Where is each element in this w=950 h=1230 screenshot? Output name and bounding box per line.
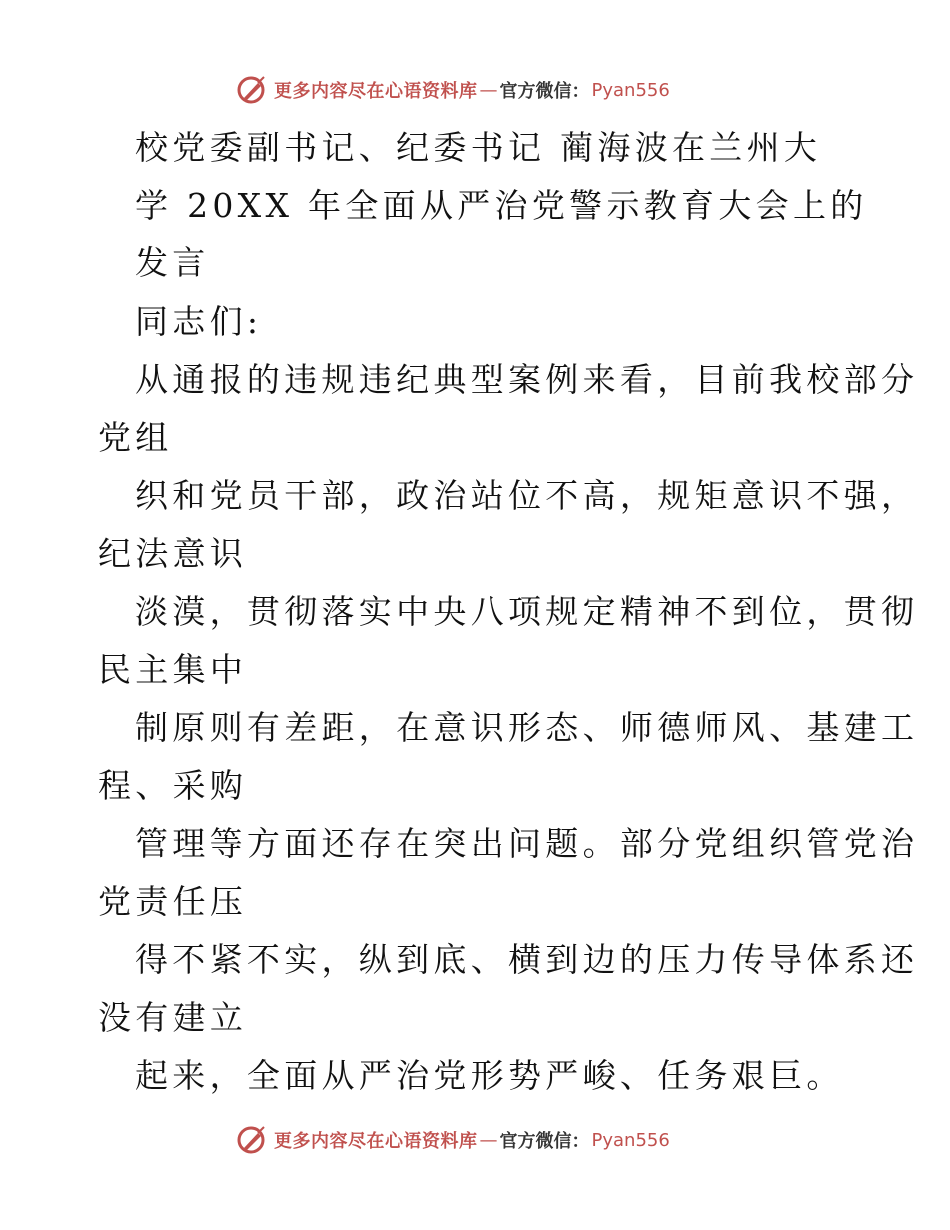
- body-line: 管理等方面还存在突出问题。部分党组织管党治: [135, 824, 919, 863]
- body-line: 党责任压: [98, 882, 248, 921]
- body-line: 起来，全面从严治党形势严峻、任务艰巨。: [135, 1056, 844, 1095]
- body-line: 得不紧不实，纵到底、横到边的压力传导体系还: [135, 940, 919, 979]
- banner-promo-text: 更多内容尽在心语资料库: [274, 1131, 478, 1152]
- banner-dash: —: [479, 79, 498, 101]
- quill-logo-icon: [236, 1124, 268, 1156]
- salutation: 同志们:: [135, 302, 263, 341]
- body-line: 纪法意识: [98, 534, 248, 573]
- body-line: 党组: [98, 418, 173, 457]
- banner-promo-text: 更多内容尽在心语资料库: [274, 81, 478, 102]
- banner-wechat-id: Pyan556: [591, 1129, 670, 1151]
- body-line: 织和党员干部，政治站位不高，规矩意识不强，: [135, 476, 919, 515]
- body-line: 民主集中: [98, 650, 248, 689]
- footer-banner: [236, 1124, 670, 1156]
- body-line: 没有建立: [98, 998, 248, 1037]
- quill-logo-icon: [236, 74, 268, 106]
- header-banner: [236, 74, 670, 106]
- title-line-1: 校党委副书记、纪委书记 蔺海波在兰州大: [135, 128, 822, 167]
- body-line: 淡漠，贯彻落实中央八项规定精神不到位，贯彻: [135, 592, 919, 631]
- title-line-3: 发言: [135, 243, 210, 282]
- banner-official-label: 官方微信：: [499, 1131, 590, 1152]
- body-line: 从通报的违规违纪典型案例来看，目前我校部分: [135, 360, 919, 399]
- banner-wechat-id: Pyan556: [591, 79, 670, 101]
- title-line-2: 学 20XX 年全面从严治党警示教育大会上的: [135, 186, 868, 225]
- body-line: 程、采购: [98, 766, 248, 805]
- body-line: 制原则有差距，在意识形态、师德师风、基建工: [135, 708, 919, 747]
- banner-dash: —: [479, 1129, 498, 1151]
- banner-official-label: 官方微信：: [499, 81, 590, 102]
